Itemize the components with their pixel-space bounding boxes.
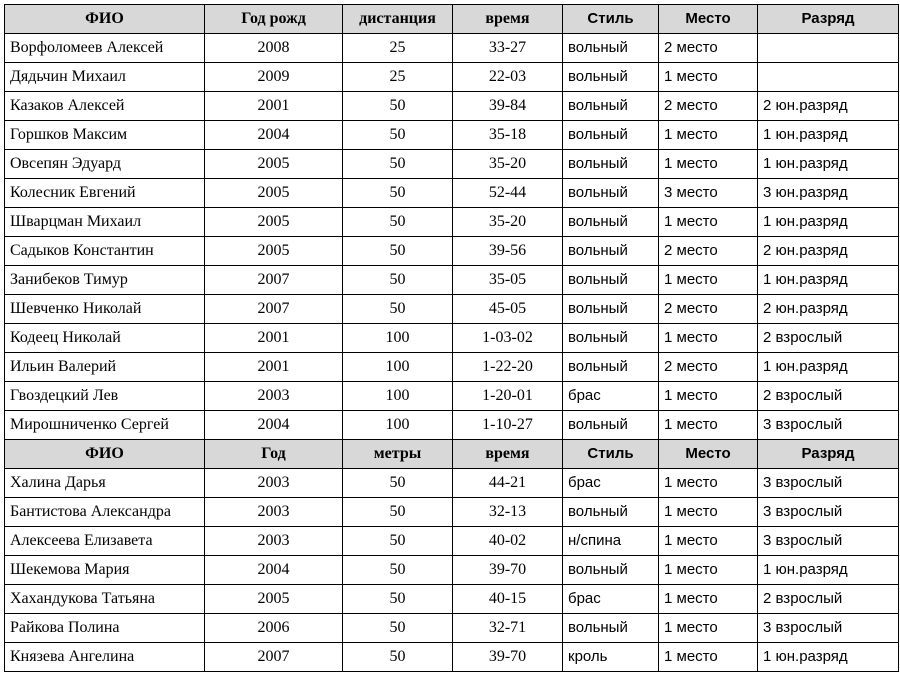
cell-rank bbox=[758, 34, 899, 63]
cell-place: 1 место bbox=[659, 614, 758, 643]
cell-name: Мирошниченко Сергей bbox=[5, 411, 205, 440]
column-header-year: Год bbox=[205, 440, 343, 469]
table-row bbox=[5, 585, 899, 614]
cell-name: Райкова Полина bbox=[5, 614, 205, 643]
cell-distance: 50 bbox=[343, 498, 453, 527]
cell-distance: 100 bbox=[343, 324, 453, 353]
cell-rank: 1 юн.разряд bbox=[758, 266, 899, 295]
table-row bbox=[5, 324, 899, 353]
cell-year: 2003 bbox=[205, 382, 343, 411]
cell-style: вольный bbox=[563, 556, 659, 585]
cell-rank: 3 взрослый bbox=[758, 498, 899, 527]
cell-time: 35-20 bbox=[453, 208, 563, 237]
column-header-style: Стиль bbox=[563, 440, 659, 469]
cell-time: 22-03 bbox=[453, 63, 563, 92]
cell-place: 1 место bbox=[659, 469, 758, 498]
cell-year: 2004 bbox=[205, 556, 343, 585]
cell-place: 2 место bbox=[659, 34, 758, 63]
cell-year: 2003 bbox=[205, 527, 343, 556]
column-header-rank: Разряд bbox=[758, 440, 899, 469]
cell-distance: 50 bbox=[343, 92, 453, 121]
cell-time: 32-13 bbox=[453, 498, 563, 527]
cell-place: 2 место bbox=[659, 295, 758, 324]
cell-distance: 50 bbox=[343, 237, 453, 266]
cell-style: вольный bbox=[563, 237, 659, 266]
cell-rank: 3 взрослый bbox=[758, 614, 899, 643]
cell-name: Халина Дарья bbox=[5, 469, 205, 498]
cell-year: 2007 bbox=[205, 643, 343, 672]
column-header-time: время bbox=[453, 440, 563, 469]
cell-year: 2003 bbox=[205, 469, 343, 498]
table-row bbox=[5, 498, 899, 527]
cell-distance: 50 bbox=[343, 208, 453, 237]
cell-time: 52-44 bbox=[453, 179, 563, 208]
table-row bbox=[5, 295, 899, 324]
cell-place: 1 место bbox=[659, 527, 758, 556]
cell-name: Шварцман Михаил bbox=[5, 208, 205, 237]
cell-place: 1 место bbox=[659, 643, 758, 672]
cell-distance: 25 bbox=[343, 34, 453, 63]
cell-distance: 50 bbox=[343, 179, 453, 208]
cell-place: 1 место bbox=[659, 208, 758, 237]
cell-time: 1-10-27 bbox=[453, 411, 563, 440]
cell-place: 1 место bbox=[659, 382, 758, 411]
cell-name: Ворфоломеев Алексей bbox=[5, 34, 205, 63]
cell-name: Бантистова Александра bbox=[5, 498, 205, 527]
cell-place: 1 место bbox=[659, 411, 758, 440]
cell-style: вольный bbox=[563, 266, 659, 295]
cell-rank: 2 юн.разряд bbox=[758, 295, 899, 324]
cell-place: 1 место bbox=[659, 63, 758, 92]
header-row-1 bbox=[5, 5, 899, 34]
cell-name: Казаков Алексей bbox=[5, 92, 205, 121]
cell-style: вольный bbox=[563, 179, 659, 208]
cell-name: Занибеков Тимур bbox=[5, 266, 205, 295]
cell-name: Ильин Валерий bbox=[5, 353, 205, 382]
cell-distance: 50 bbox=[343, 614, 453, 643]
cell-rank: 1 юн.разряд bbox=[758, 121, 899, 150]
cell-rank: 1 юн.разряд bbox=[758, 208, 899, 237]
cell-distance: 100 bbox=[343, 411, 453, 440]
cell-rank: 3 юн.разряд bbox=[758, 179, 899, 208]
cell-year: 2005 bbox=[205, 208, 343, 237]
cell-distance: 50 bbox=[343, 150, 453, 179]
column-header-style: Стиль bbox=[563, 5, 659, 34]
table-row bbox=[5, 643, 899, 672]
cell-name: Хахандукова Татьяна bbox=[5, 585, 205, 614]
cell-year: 2001 bbox=[205, 353, 343, 382]
cell-name: Шекемова Мария bbox=[5, 556, 205, 585]
cell-style: брас bbox=[563, 382, 659, 411]
column-header-name: ФИО bbox=[5, 5, 205, 34]
cell-rank: 3 взрослый bbox=[758, 527, 899, 556]
cell-year: 2001 bbox=[205, 324, 343, 353]
cell-time: 39-70 bbox=[453, 556, 563, 585]
column-header-time: время bbox=[453, 5, 563, 34]
results-table-body bbox=[5, 5, 899, 672]
cell-style: вольный bbox=[563, 92, 659, 121]
cell-time: 33-27 bbox=[453, 34, 563, 63]
cell-style: вольный bbox=[563, 150, 659, 179]
cell-style: вольный bbox=[563, 614, 659, 643]
cell-rank: 1 юн.разряд bbox=[758, 353, 899, 382]
cell-style: вольный bbox=[563, 498, 659, 527]
cell-name: Гвоздецкий Лев bbox=[5, 382, 205, 411]
cell-distance: 50 bbox=[343, 121, 453, 150]
column-header-place: Место bbox=[659, 5, 758, 34]
cell-place: 1 место bbox=[659, 150, 758, 179]
cell-name: Дядьчин Михаил bbox=[5, 63, 205, 92]
cell-place: 1 место bbox=[659, 324, 758, 353]
cell-distance: 50 bbox=[343, 266, 453, 295]
table-row bbox=[5, 614, 899, 643]
column-header-place: Место bbox=[659, 440, 758, 469]
cell-year: 2004 bbox=[205, 121, 343, 150]
table-row bbox=[5, 556, 899, 585]
cell-time: 1-22-20 bbox=[453, 353, 563, 382]
cell-rank: 1 юн.разряд bbox=[758, 556, 899, 585]
cell-style: вольный bbox=[563, 208, 659, 237]
cell-year: 2005 bbox=[205, 179, 343, 208]
cell-time: 1-03-02 bbox=[453, 324, 563, 353]
cell-style: вольный bbox=[563, 121, 659, 150]
cell-rank: 2 юн.разряд bbox=[758, 237, 899, 266]
cell-time: 35-20 bbox=[453, 150, 563, 179]
cell-style: вольный bbox=[563, 353, 659, 382]
cell-style: брас bbox=[563, 585, 659, 614]
cell-name: Горшков Максим bbox=[5, 121, 205, 150]
cell-name: Шевченко Николай bbox=[5, 295, 205, 324]
cell-distance: 100 bbox=[343, 353, 453, 382]
cell-style: вольный bbox=[563, 411, 659, 440]
cell-name: Садыков Константин bbox=[5, 237, 205, 266]
cell-rank: 3 взрослый bbox=[758, 411, 899, 440]
table-row bbox=[5, 92, 899, 121]
column-header-distance: метры bbox=[343, 440, 453, 469]
cell-style: н/спина bbox=[563, 527, 659, 556]
cell-name: Колесник Евгений bbox=[5, 179, 205, 208]
cell-place: 1 место bbox=[659, 556, 758, 585]
cell-year: 2005 bbox=[205, 237, 343, 266]
table-row bbox=[5, 34, 899, 63]
cell-year: 2005 bbox=[205, 150, 343, 179]
cell-year: 2001 bbox=[205, 92, 343, 121]
cell-name: Овсепян Эдуард bbox=[5, 150, 205, 179]
cell-year: 2006 bbox=[205, 614, 343, 643]
cell-year: 2007 bbox=[205, 266, 343, 295]
cell-rank: 2 юн.разряд bbox=[758, 92, 899, 121]
cell-distance: 50 bbox=[343, 556, 453, 585]
table-row bbox=[5, 527, 899, 556]
cell-distance: 50 bbox=[343, 295, 453, 324]
cell-place: 1 место bbox=[659, 585, 758, 614]
cell-place: 1 место bbox=[659, 266, 758, 295]
cell-year: 2003 bbox=[205, 498, 343, 527]
cell-time: 1-20-01 bbox=[453, 382, 563, 411]
table-row bbox=[5, 150, 899, 179]
cell-time: 44-21 bbox=[453, 469, 563, 498]
cell-style: вольный bbox=[563, 63, 659, 92]
table-row bbox=[5, 382, 899, 411]
table-row bbox=[5, 353, 899, 382]
table-row bbox=[5, 208, 899, 237]
cell-place: 3 место bbox=[659, 179, 758, 208]
cell-time: 35-18 bbox=[453, 121, 563, 150]
cell-year: 2007 bbox=[205, 295, 343, 324]
cell-style: кроль bbox=[563, 643, 659, 672]
table-row bbox=[5, 411, 899, 440]
cell-name: Алексеева Елизавета bbox=[5, 527, 205, 556]
cell-rank: 2 взрослый bbox=[758, 324, 899, 353]
cell-style: вольный bbox=[563, 34, 659, 63]
cell-distance: 50 bbox=[343, 469, 453, 498]
header-row-2 bbox=[5, 440, 899, 469]
cell-rank: 1 юн.разряд bbox=[758, 643, 899, 672]
cell-year: 2005 bbox=[205, 585, 343, 614]
column-header-distance: дистанция bbox=[343, 5, 453, 34]
table-row bbox=[5, 179, 899, 208]
table-row bbox=[5, 469, 899, 498]
cell-place: 1 место bbox=[659, 121, 758, 150]
cell-time: 39-56 bbox=[453, 237, 563, 266]
cell-time: 40-15 bbox=[453, 585, 563, 614]
cell-name: Кодеец Николай bbox=[5, 324, 205, 353]
cell-time: 39-70 bbox=[453, 643, 563, 672]
cell-distance: 100 bbox=[343, 382, 453, 411]
results-table bbox=[4, 4, 899, 672]
cell-rank: 1 юн.разряд bbox=[758, 150, 899, 179]
cell-distance: 50 bbox=[343, 643, 453, 672]
cell-style: вольный bbox=[563, 324, 659, 353]
cell-time: 40-02 bbox=[453, 527, 563, 556]
cell-rank: 2 взрослый bbox=[758, 382, 899, 411]
cell-year: 2004 bbox=[205, 411, 343, 440]
cell-place: 2 место bbox=[659, 353, 758, 382]
cell-distance: 25 bbox=[343, 63, 453, 92]
cell-year: 2008 bbox=[205, 34, 343, 63]
column-header-name: ФИО bbox=[5, 440, 205, 469]
cell-time: 35-05 bbox=[453, 266, 563, 295]
table-row bbox=[5, 237, 899, 266]
cell-place: 2 место bbox=[659, 237, 758, 266]
cell-rank bbox=[758, 63, 899, 92]
cell-place: 2 место bbox=[659, 92, 758, 121]
cell-style: вольный bbox=[563, 295, 659, 324]
table-row bbox=[5, 266, 899, 295]
cell-time: 39-84 bbox=[453, 92, 563, 121]
table-row bbox=[5, 63, 899, 92]
cell-name: Князева Ангелина bbox=[5, 643, 205, 672]
cell-rank: 2 взрослый bbox=[758, 585, 899, 614]
cell-place: 1 место bbox=[659, 498, 758, 527]
column-header-year: Год рожд bbox=[205, 5, 343, 34]
table-row bbox=[5, 121, 899, 150]
cell-style: брас bbox=[563, 469, 659, 498]
cell-year: 2009 bbox=[205, 63, 343, 92]
column-header-rank: Разряд bbox=[758, 5, 899, 34]
cell-distance: 50 bbox=[343, 527, 453, 556]
cell-time: 45-05 bbox=[453, 295, 563, 324]
cell-rank: 3 взрослый bbox=[758, 469, 899, 498]
cell-distance: 50 bbox=[343, 585, 453, 614]
cell-time: 32-71 bbox=[453, 614, 563, 643]
